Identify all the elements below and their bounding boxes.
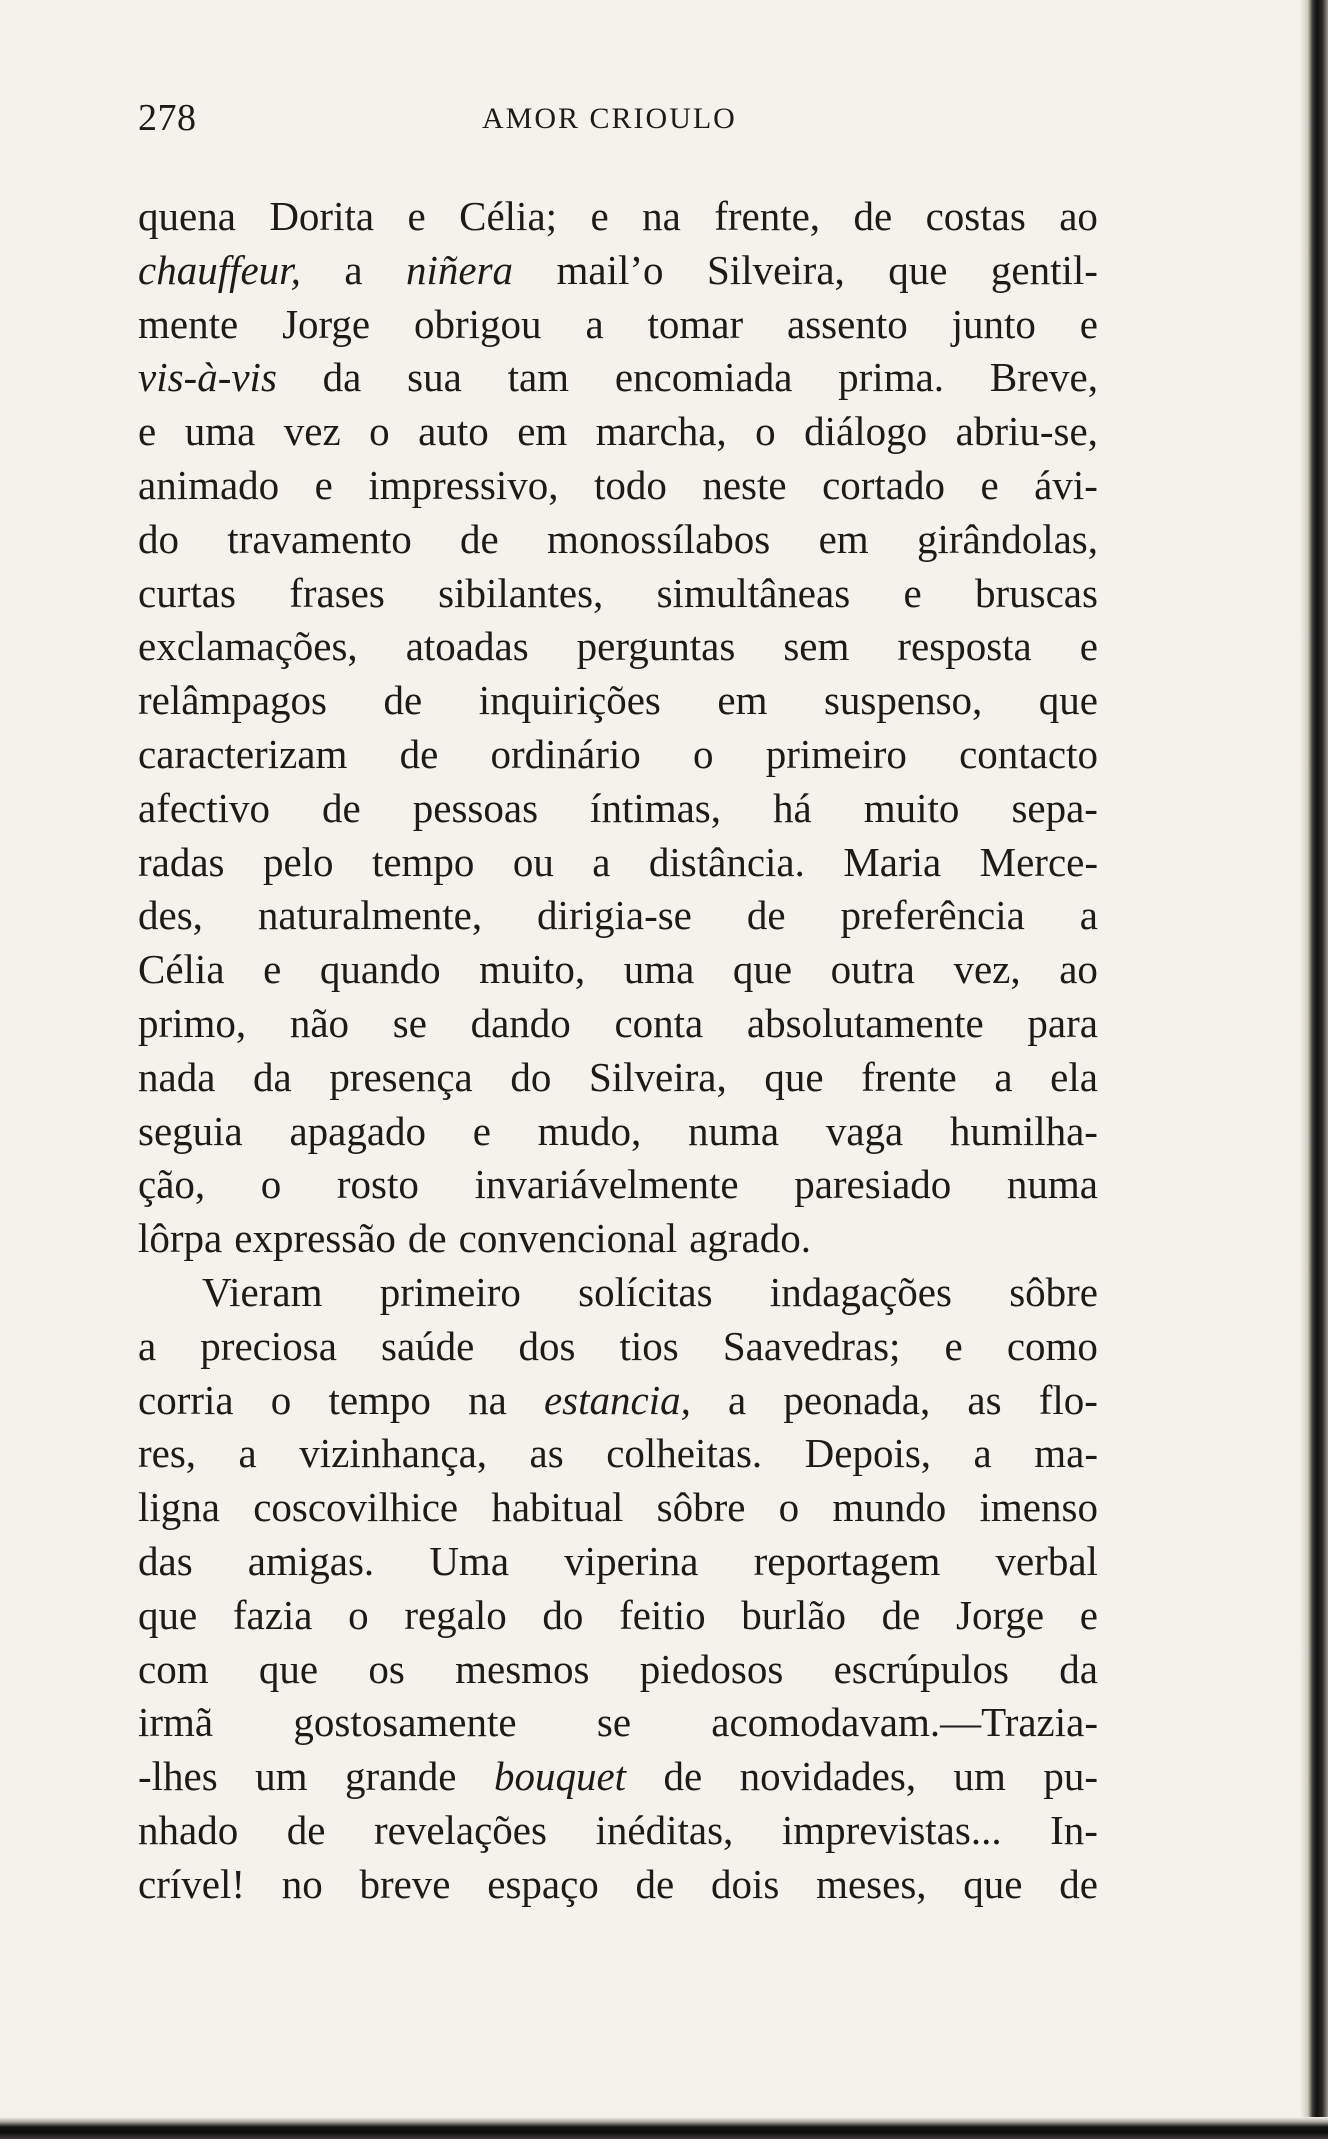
- word: vez,: [953, 946, 1021, 993]
- word: mente: [138, 300, 239, 347]
- text-line: [138, 1427, 1098, 1481]
- word: em: [717, 677, 768, 724]
- word: sibilantes,: [438, 569, 604, 616]
- word: a: [973, 1430, 992, 1477]
- text-line: [138, 1158, 1098, 1212]
- word: meses,: [816, 1860, 927, 1907]
- word: regalo: [404, 1591, 507, 1638]
- word: há: [773, 784, 812, 831]
- word: sem: [783, 623, 850, 670]
- word: de: [322, 784, 361, 831]
- word: acomodavam.—Trazia-: [711, 1699, 1098, 1746]
- word: e: [472, 1107, 491, 1154]
- word: distância.: [648, 838, 805, 885]
- word: habitual: [491, 1484, 624, 1531]
- word: rosto: [336, 1161, 419, 1208]
- word: Célia: [138, 946, 225, 993]
- word: presença: [329, 1053, 473, 1100]
- word: a: [344, 246, 363, 293]
- word: de: [881, 1591, 921, 1638]
- word: a: [994, 1053, 1013, 1100]
- word: sôbre: [1009, 1268, 1098, 1315]
- italic-word: vis-à-vis: [138, 354, 277, 401]
- word: diálogo: [804, 408, 928, 455]
- word: a: [238, 1430, 257, 1477]
- word: irmã: [138, 1699, 214, 1746]
- word: gostosamente: [293, 1699, 517, 1746]
- word: as: [967, 1376, 1002, 1423]
- word: fazia: [232, 1591, 313, 1638]
- word: ao: [1059, 946, 1098, 993]
- word: encomiada: [614, 354, 793, 401]
- word: agrado.: [689, 1215, 812, 1262]
- text-line: [138, 1266, 1098, 1320]
- word: das: [138, 1537, 193, 1584]
- word: a: [585, 300, 604, 347]
- word: frente,: [714, 193, 821, 239]
- word: e: [590, 193, 609, 239]
- text-line: [138, 513, 1098, 567]
- word: de: [286, 1806, 326, 1853]
- word: inquirições: [478, 677, 661, 724]
- word: ção,: [138, 1161, 206, 1208]
- word: auto: [418, 408, 489, 455]
- word: travamento: [227, 515, 412, 562]
- word: e: [903, 569, 922, 616]
- text-line: [138, 836, 1098, 890]
- word: dois: [710, 1860, 780, 1907]
- word: em: [818, 515, 869, 562]
- word: íntimas,: [590, 784, 722, 831]
- word: impressivo,: [368, 461, 559, 508]
- word: monossílabos: [547, 515, 771, 562]
- word: com: [138, 1645, 209, 1692]
- word: do: [510, 1053, 552, 1100]
- text-line: [138, 1750, 1098, 1804]
- word: gentil-: [990, 246, 1098, 293]
- word: frases: [289, 569, 385, 616]
- word: a: [728, 1376, 747, 1423]
- word: corria: [138, 1376, 234, 1423]
- italic-word: chauffeur,: [138, 246, 301, 293]
- word: inéditas,: [595, 1806, 734, 1853]
- word: tempo: [371, 838, 475, 885]
- word: sua: [407, 354, 462, 401]
- word: humilha-: [949, 1107, 1098, 1154]
- word: radas: [138, 838, 225, 885]
- word: Merce-: [979, 838, 1098, 885]
- word: e: [944, 1322, 963, 1369]
- word: resposta: [897, 623, 1032, 670]
- word: o: [778, 1484, 800, 1531]
- word: a: [138, 1322, 157, 1369]
- word: e: [263, 946, 282, 993]
- word: girândolas,: [916, 515, 1098, 562]
- word: ligna: [138, 1484, 220, 1531]
- word: assento: [787, 300, 908, 347]
- word: uma: [184, 408, 256, 455]
- word: se: [596, 1699, 632, 1746]
- word: Maria: [843, 838, 942, 885]
- text-line: [138, 1858, 1098, 1912]
- word: perguntas: [576, 623, 736, 670]
- word: o: [369, 408, 390, 455]
- text-line: [138, 943, 1098, 997]
- text-line: [138, 190, 1098, 244]
- text-line: [138, 782, 1098, 836]
- word: de: [635, 1860, 675, 1907]
- word: frente: [861, 1053, 957, 1100]
- word: atoadas: [405, 623, 529, 670]
- word: o: [260, 1161, 282, 1208]
- word: contacto: [959, 730, 1098, 777]
- word: paresiado: [794, 1161, 952, 1208]
- word: amigas.: [247, 1537, 375, 1584]
- word: viperina: [564, 1537, 699, 1584]
- word: o: [755, 408, 776, 455]
- word: Silveira,: [707, 246, 845, 293]
- text-line: [138, 620, 1098, 674]
- page-header: [138, 96, 1098, 156]
- word: Depois,: [804, 1430, 932, 1477]
- word: suspenso,: [823, 677, 983, 724]
- word: abriu-se,: [955, 408, 1098, 455]
- word: ma-: [1034, 1430, 1098, 1477]
- word: marcha,: [595, 408, 727, 455]
- word: de: [1059, 1860, 1098, 1907]
- word: simultâneas: [656, 569, 851, 616]
- text-line: [138, 351, 1098, 405]
- word: na: [468, 1376, 507, 1423]
- word: quena: [138, 193, 236, 239]
- word: Breve,: [989, 354, 1098, 401]
- word: revelações: [373, 1806, 547, 1853]
- word: colheitas.: [606, 1430, 763, 1477]
- word: tios: [619, 1322, 679, 1369]
- word: da: [1059, 1645, 1098, 1692]
- word: tomar: [647, 300, 744, 347]
- word: dos: [518, 1322, 576, 1369]
- word: de: [407, 1215, 447, 1262]
- word: coscovilhice: [253, 1484, 459, 1531]
- word: tam: [507, 354, 570, 401]
- word: quando: [319, 946, 441, 993]
- word: muito: [863, 784, 960, 831]
- word: pu-: [1043, 1753, 1098, 1800]
- word: exclamações,: [138, 623, 358, 670]
- word: afectivo: [138, 784, 271, 831]
- word: não: [289, 999, 350, 1046]
- word: reportagem: [753, 1537, 941, 1584]
- word: prima.: [838, 354, 945, 401]
- word: mail’o: [556, 246, 664, 293]
- text-line: [138, 1589, 1098, 1643]
- word: que: [732, 946, 793, 993]
- text-line: [138, 1374, 1098, 1428]
- word: de: [460, 515, 499, 562]
- word: Saavedras;: [722, 1322, 901, 1369]
- word: na: [642, 193, 681, 239]
- word: de: [663, 1753, 703, 1800]
- word: absolutamente: [746, 999, 984, 1046]
- word: um: [953, 1753, 1006, 1800]
- word: dirigia-se: [537, 892, 692, 939]
- text-line: [138, 405, 1098, 459]
- word: muito,: [479, 946, 586, 993]
- word: o: [348, 1591, 369, 1638]
- word: Uma: [429, 1537, 510, 1584]
- word: obrigou: [414, 300, 542, 347]
- word: costas: [925, 193, 1026, 239]
- word: e: [980, 461, 999, 508]
- word: espaço: [487, 1860, 599, 1907]
- word: que: [138, 1591, 198, 1638]
- running-title: AMOR CRIOULO: [482, 102, 737, 135]
- word: no: [281, 1860, 323, 1907]
- word: uma: [623, 946, 695, 993]
- word: e: [138, 408, 157, 455]
- text-line: [138, 1804, 1098, 1858]
- word: nada: [138, 1053, 216, 1100]
- word: preciosa: [200, 1322, 337, 1369]
- word: ao: [1059, 193, 1098, 239]
- word: animado: [138, 461, 280, 508]
- word: e: [407, 193, 426, 239]
- word: Célia;: [459, 193, 558, 239]
- text-line: [138, 567, 1098, 621]
- word: apagado: [289, 1107, 427, 1154]
- word: vizinhança,: [299, 1430, 488, 1477]
- word: que: [258, 1645, 319, 1692]
- word: tempo: [328, 1376, 431, 1423]
- word: verbal: [995, 1537, 1098, 1584]
- word: que: [1038, 677, 1098, 724]
- word: Jorge: [956, 1591, 1045, 1638]
- word: junto: [951, 300, 1036, 347]
- word: seguia: [138, 1107, 243, 1154]
- word: a: [1079, 892, 1098, 939]
- word: ela: [1050, 1053, 1098, 1100]
- word: do: [542, 1591, 584, 1638]
- word: e: [314, 461, 333, 508]
- word: pelo: [262, 838, 334, 885]
- word: o: [692, 730, 714, 777]
- word: os: [368, 1645, 405, 1692]
- word: conta: [614, 999, 704, 1046]
- word: Dorita: [269, 193, 375, 239]
- text-line: [138, 1051, 1098, 1105]
- text-line: [138, 674, 1098, 728]
- word: que: [764, 1053, 824, 1100]
- word: ou: [512, 838, 554, 885]
- text-line: [138, 997, 1098, 1051]
- page-number: 278: [138, 97, 197, 139]
- word: Vieram: [202, 1268, 323, 1315]
- word: res,: [138, 1430, 197, 1477]
- word: numa: [1006, 1161, 1098, 1208]
- word: breve: [359, 1860, 451, 1907]
- word: de: [383, 677, 423, 724]
- word: cortado: [822, 461, 946, 508]
- word: imprevistas...: [781, 1806, 1002, 1853]
- text-line: [138, 1696, 1098, 1750]
- word: primo,: [138, 999, 247, 1046]
- word: grande: [344, 1753, 457, 1800]
- word: Jorge: [282, 300, 371, 347]
- word: -lhes: [138, 1753, 218, 1800]
- word: imenso: [979, 1484, 1098, 1531]
- page-bottom-shadow: [0, 2117, 1328, 2139]
- word: novidades,: [739, 1753, 917, 1800]
- text-line: [138, 1212, 1098, 1266]
- word: um: [255, 1753, 308, 1800]
- italic-word: bouquet: [493, 1753, 627, 1800]
- italic-word: estancia,: [543, 1376, 691, 1423]
- body-text: [138, 190, 1098, 1912]
- italic-word: niñera: [405, 246, 514, 293]
- word: burlão: [741, 1591, 847, 1638]
- word: relâmpagos: [138, 677, 327, 724]
- word: preferência: [840, 892, 1025, 939]
- word: que: [963, 1860, 1023, 1907]
- word: da: [253, 1053, 292, 1100]
- word: peonada,: [783, 1376, 931, 1423]
- word: e: [1079, 1591, 1098, 1638]
- word: do: [138, 515, 179, 562]
- word: para: [1027, 999, 1098, 1046]
- text-line: [138, 1643, 1098, 1697]
- word: o: [270, 1376, 292, 1423]
- word: e: [1079, 623, 1098, 670]
- word: escrúpulos: [833, 1645, 1009, 1692]
- word: ordinário: [490, 730, 641, 777]
- word: primeiro: [765, 730, 907, 777]
- word: expressão: [234, 1215, 396, 1262]
- text-line: [138, 889, 1098, 943]
- word: sepa-: [1011, 784, 1098, 831]
- word: In-: [1050, 1806, 1098, 1853]
- word: Silveira,: [588, 1053, 727, 1100]
- text-line: [138, 728, 1098, 782]
- text-line: [138, 1481, 1098, 1535]
- word: de: [399, 730, 439, 777]
- word: convencional: [458, 1215, 678, 1262]
- word: de: [746, 892, 786, 939]
- word: nhado: [138, 1806, 239, 1853]
- word: feitio: [619, 1591, 706, 1638]
- word: a: [592, 838, 611, 885]
- word: naturalmente,: [257, 892, 483, 939]
- word: mesmos: [455, 1645, 590, 1692]
- word: des,: [138, 892, 203, 939]
- word: mundo: [832, 1484, 947, 1531]
- word: ávi-: [1034, 461, 1098, 508]
- word: flo-: [1038, 1376, 1098, 1423]
- word: mudo,: [537, 1107, 642, 1154]
- word: em: [517, 408, 568, 455]
- word: neste: [702, 461, 787, 508]
- word: se: [392, 999, 427, 1046]
- word: crível!: [138, 1860, 245, 1907]
- word: piedosos: [639, 1645, 784, 1692]
- word: bruscas: [975, 569, 1098, 616]
- page-edge-shadow: [1300, 0, 1328, 2139]
- word: dando: [470, 999, 571, 1046]
- word: vez: [283, 408, 341, 455]
- text-line: [138, 1105, 1098, 1159]
- word: primeiro: [379, 1268, 521, 1315]
- word: de: [853, 193, 893, 239]
- text-line: [138, 459, 1098, 513]
- word: vaga: [825, 1107, 904, 1154]
- word: como: [1006, 1322, 1098, 1369]
- word: outra: [830, 946, 915, 993]
- word: indagações: [769, 1268, 952, 1315]
- text-line: [138, 298, 1098, 352]
- word: invariávelmente: [474, 1161, 739, 1208]
- word: saúde: [380, 1322, 475, 1369]
- word: que: [888, 246, 948, 293]
- word: caracterizam: [138, 730, 348, 777]
- text-line: [138, 1320, 1098, 1374]
- word: pessoas: [412, 784, 539, 831]
- text-line: [138, 244, 1098, 298]
- word: as: [529, 1430, 564, 1477]
- text-line: [138, 1535, 1098, 1589]
- word: da: [322, 354, 362, 401]
- word: sôbre: [656, 1484, 746, 1531]
- word: numa: [688, 1107, 780, 1154]
- word: solícitas: [578, 1268, 713, 1315]
- word: curtas: [138, 569, 236, 616]
- word: e: [1079, 300, 1098, 347]
- word: todo: [593, 461, 667, 508]
- word: lôrpa: [138, 1215, 223, 1262]
